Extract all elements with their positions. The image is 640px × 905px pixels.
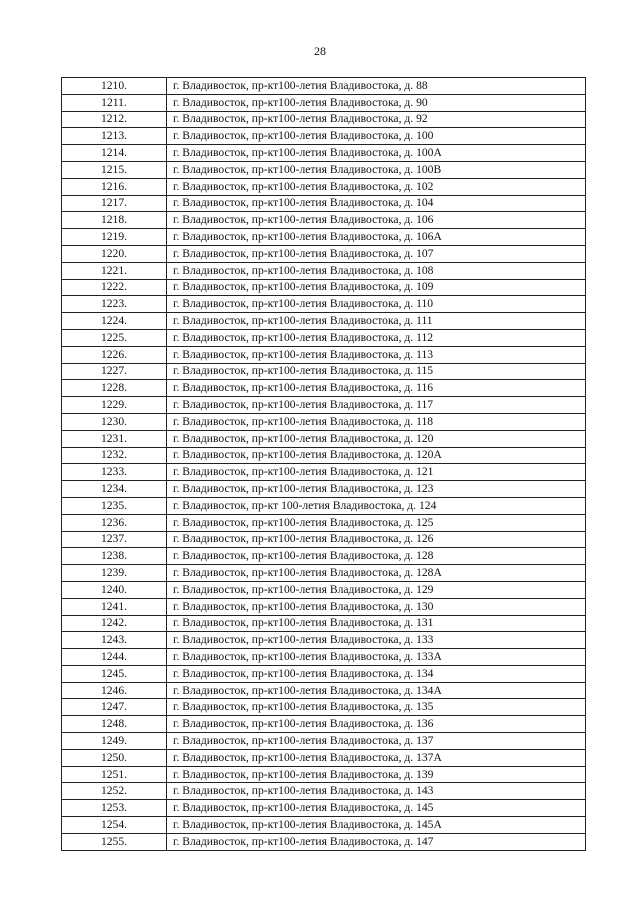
row-number-cell: 1210. bbox=[62, 78, 167, 95]
table-row bbox=[62, 598, 586, 615]
table-row bbox=[62, 783, 586, 800]
table-row bbox=[62, 413, 586, 430]
address-cell: г. Владивосток, пр-кт100-летия Владивостока, д. 145А bbox=[167, 817, 586, 834]
address-cell: г. Владивосток, пр-кт100-летия Владивостока, д. 102 bbox=[167, 178, 586, 195]
table-row bbox=[62, 346, 586, 363]
address-cell: г. Владивосток, пр-кт100-летия Владивостока, д. 116 bbox=[167, 380, 586, 397]
row-number-cell: 1222. bbox=[62, 279, 167, 296]
address-cell: г. Владивосток, пр-кт100-летия Владивостока, д. 134 bbox=[167, 665, 586, 682]
table-row bbox=[62, 682, 586, 699]
row-number-cell: 1213. bbox=[62, 128, 167, 145]
table-row bbox=[62, 447, 586, 464]
row-number-cell: 1244. bbox=[62, 649, 167, 666]
row-number-cell: 1239. bbox=[62, 565, 167, 582]
address-cell: г. Владивосток, пр-кт100-летия Владивостока, д. 118 bbox=[167, 413, 586, 430]
row-number-cell: 1235. bbox=[62, 497, 167, 514]
row-number-cell: 1225. bbox=[62, 329, 167, 346]
table-row bbox=[62, 565, 586, 582]
row-number-cell: 1219. bbox=[62, 229, 167, 246]
table-row bbox=[62, 380, 586, 397]
table-row bbox=[62, 195, 586, 212]
row-number-cell: 1218. bbox=[62, 212, 167, 229]
table-row bbox=[62, 245, 586, 262]
row-number-cell: 1211. bbox=[62, 94, 167, 111]
row-number-cell: 1234. bbox=[62, 481, 167, 498]
address-cell: г. Владивосток, пр-кт100-летия Владивостока, д. 100А bbox=[167, 145, 586, 162]
table-row bbox=[62, 548, 586, 565]
address-cell: г. Владивосток, пр-кт100-летия Владивостока, д. 129 bbox=[167, 581, 586, 598]
table-row bbox=[62, 78, 586, 95]
row-number-cell: 1237. bbox=[62, 531, 167, 548]
row-number-cell: 1242. bbox=[62, 615, 167, 632]
address-cell: г. Владивосток, пр-кт100-летия Владивостока, д. 115 bbox=[167, 363, 586, 380]
table-row bbox=[62, 699, 586, 716]
table-row bbox=[62, 665, 586, 682]
table-row bbox=[62, 229, 586, 246]
table-row bbox=[62, 464, 586, 481]
table-row bbox=[62, 128, 586, 145]
address-cell: г. Владивосток, пр-кт100-летия Владивостока, д. 112 bbox=[167, 329, 586, 346]
table-row bbox=[62, 145, 586, 162]
address-cell: г. Владивосток, пр-кт100-летия Владивостока, д. 143 bbox=[167, 783, 586, 800]
row-number-cell: 1227. bbox=[62, 363, 167, 380]
address-cell: г. Владивосток, пр-кт100-летия Владивостока, д. 117 bbox=[167, 397, 586, 414]
address-cell: г. Владивосток, пр-кт100-летия Владивостока, д. 92 bbox=[167, 111, 586, 128]
row-number-cell: 1231. bbox=[62, 430, 167, 447]
address-cell: г. Владивосток, пр-кт100-летия Владивостока, д. 133 bbox=[167, 632, 586, 649]
address-cell: г. Владивосток, пр-кт100-летия Владивостока, д. 137А bbox=[167, 749, 586, 766]
row-number-cell: 1220. bbox=[62, 245, 167, 262]
address-cell: г. Владивосток, пр-кт100-летия Владивостока, д. 100В bbox=[167, 161, 586, 178]
address-cell: г. Владивосток, пр-кт100-летия Владивостока, д. 90 bbox=[167, 94, 586, 111]
row-number-cell: 1253. bbox=[62, 800, 167, 817]
table-row bbox=[62, 94, 586, 111]
address-cell: г. Владивосток, пр-кт100-летия Владивостока, д. 147 bbox=[167, 833, 586, 850]
row-number-cell: 1229. bbox=[62, 397, 167, 414]
table-row bbox=[62, 766, 586, 783]
row-number-cell: 1248. bbox=[62, 716, 167, 733]
row-number-cell: 1224. bbox=[62, 313, 167, 330]
table-row bbox=[62, 531, 586, 548]
row-number-cell: 1233. bbox=[62, 464, 167, 481]
address-cell: г. Владивосток, пр-кт100-летия Владивостока, д. 133А bbox=[167, 649, 586, 666]
table-row bbox=[62, 329, 586, 346]
page-number: 28 bbox=[314, 44, 326, 58]
address-cell: г. Владивосток, пр-кт100-летия Владивостока, д. 134А bbox=[167, 682, 586, 699]
row-number-cell: 1223. bbox=[62, 296, 167, 313]
table-row bbox=[62, 296, 586, 313]
row-number-cell: 1221. bbox=[62, 262, 167, 279]
table-row bbox=[62, 161, 586, 178]
table-row bbox=[62, 262, 586, 279]
address-cell: г. Владивосток, пр-кт100-летия Владивостока, д. 139 bbox=[167, 766, 586, 783]
row-number-cell: 1226. bbox=[62, 346, 167, 363]
row-number-cell: 1250. bbox=[62, 749, 167, 766]
row-number-cell: 1252. bbox=[62, 783, 167, 800]
address-cell: г. Владивосток, пр-кт100-летия Владивостока, д. 109 bbox=[167, 279, 586, 296]
table-row bbox=[62, 313, 586, 330]
row-number-cell: 1217. bbox=[62, 195, 167, 212]
address-cell: г. Владивосток, пр-кт100-летия Владивостока, д. 108 bbox=[167, 262, 586, 279]
address-table-body bbox=[62, 78, 586, 851]
address-cell: г. Владивосток, пр-кт100-летия Владивостока, д. 106А bbox=[167, 229, 586, 246]
address-cell: г. Владивосток, пр-кт100-летия Владивостока, д. 106 bbox=[167, 212, 586, 229]
row-number-cell: 1216. bbox=[62, 178, 167, 195]
address-cell: г. Владивосток, пр-кт100-летия Владивостока, д. 110 bbox=[167, 296, 586, 313]
table-row bbox=[62, 649, 586, 666]
row-number-cell: 1238. bbox=[62, 548, 167, 565]
address-cell: г. Владивосток, пр-кт100-летия Владивостока, д. 128А bbox=[167, 565, 586, 582]
address-cell: г. Владивосток, пр-кт100-летия Владивостока, д. 88 bbox=[167, 78, 586, 95]
row-number-cell: 1246. bbox=[62, 682, 167, 699]
table-row bbox=[62, 716, 586, 733]
address-cell: г. Владивосток, пр-кт 100-летия Владивостока, д. 124 bbox=[167, 497, 586, 514]
address-cell: г. Владивосток, пр-кт100-летия Владивостока, д. 113 bbox=[167, 346, 586, 363]
address-cell: г. Владивосток, пр-кт100-летия Владивостока, д. 107 bbox=[167, 245, 586, 262]
row-number-cell: 1236. bbox=[62, 514, 167, 531]
table-row bbox=[62, 430, 586, 447]
table-row bbox=[62, 833, 586, 850]
address-cell: г. Владивосток, пр-кт100-летия Владивостока, д. 111 bbox=[167, 313, 586, 330]
row-number-cell: 1243. bbox=[62, 632, 167, 649]
address-cell: г. Владивосток, пр-кт100-летия Владивостока, д. 131 bbox=[167, 615, 586, 632]
address-cell: г. Владивосток, пр-кт100-летия Владивостока, д. 130 bbox=[167, 598, 586, 615]
address-cell: г. Владивосток, пр-кт100-летия Владивостока, д. 135 bbox=[167, 699, 586, 716]
table-row bbox=[62, 212, 586, 229]
address-cell: г. Владивосток, пр-кт100-летия Владивостока, д. 120 bbox=[167, 430, 586, 447]
address-cell: г. Владивосток, пр-кт100-летия Владивостока, д. 100 bbox=[167, 128, 586, 145]
table-row bbox=[62, 514, 586, 531]
address-cell: г. Владивосток, пр-кт100-летия Владивостока, д. 120А bbox=[167, 447, 586, 464]
table-row bbox=[62, 111, 586, 128]
row-number-cell: 1247. bbox=[62, 699, 167, 716]
row-number-cell: 1215. bbox=[62, 161, 167, 178]
address-cell: г. Владивосток, пр-кт100-летия Владивостока, д. 123 bbox=[167, 481, 586, 498]
table-row bbox=[62, 733, 586, 750]
row-number-cell: 1249. bbox=[62, 733, 167, 750]
table-row bbox=[62, 749, 586, 766]
row-number-cell: 1228. bbox=[62, 380, 167, 397]
table-row bbox=[62, 279, 586, 296]
row-number-cell: 1254. bbox=[62, 817, 167, 834]
row-number-cell: 1245. bbox=[62, 665, 167, 682]
address-cell: г. Владивосток, пр-кт100-летия Владивостока, д. 125 bbox=[167, 514, 586, 531]
row-number-cell: 1255. bbox=[62, 833, 167, 850]
address-cell: г. Владивосток, пр-кт100-летия Владивостока, д. 128 bbox=[167, 548, 586, 565]
table-row bbox=[62, 178, 586, 195]
address-cell: г. Владивосток, пр-кт100-летия Владивостока, д. 145 bbox=[167, 800, 586, 817]
row-number-cell: 1232. bbox=[62, 447, 167, 464]
table-row bbox=[62, 497, 586, 514]
table-row bbox=[62, 615, 586, 632]
table-row bbox=[62, 581, 586, 598]
row-number-cell: 1251. bbox=[62, 766, 167, 783]
address-cell: г. Владивосток, пр-кт100-летия Владивостока, д. 104 bbox=[167, 195, 586, 212]
address-cell: г. Владивосток, пр-кт100-летия Владивостока, д. 136 bbox=[167, 716, 586, 733]
table-row bbox=[62, 363, 586, 380]
row-number-cell: 1214. bbox=[62, 145, 167, 162]
table-row bbox=[62, 481, 586, 498]
table-row bbox=[62, 397, 586, 414]
row-number-cell: 1212. bbox=[62, 111, 167, 128]
address-cell: г. Владивосток, пр-кт100-летия Владивостока, д. 126 bbox=[167, 531, 586, 548]
table-row bbox=[62, 817, 586, 834]
row-number-cell: 1240. bbox=[62, 581, 167, 598]
table-row bbox=[62, 632, 586, 649]
row-number-cell: 1230. bbox=[62, 413, 167, 430]
address-table bbox=[61, 77, 586, 851]
table-row bbox=[62, 800, 586, 817]
address-cell: г. Владивосток, пр-кт100-летия Владивостока, д. 137 bbox=[167, 733, 586, 750]
address-cell: г. Владивосток, пр-кт100-летия Владивостока, д. 121 bbox=[167, 464, 586, 481]
row-number-cell: 1241. bbox=[62, 598, 167, 615]
